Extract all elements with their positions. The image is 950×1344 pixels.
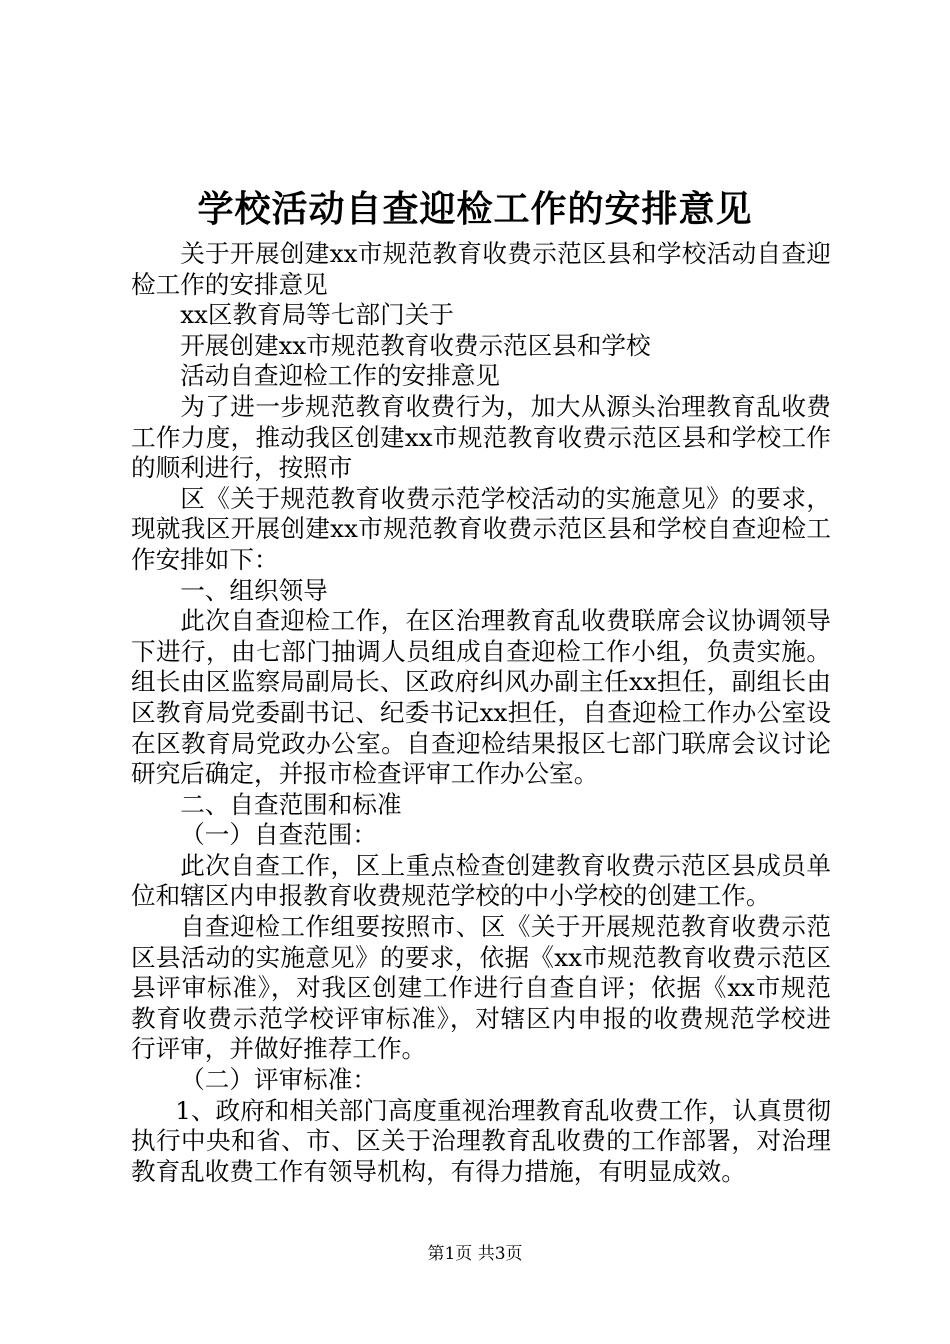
paragraph: 区《关于规范教育收费示范学校活动的实施意见》的要求，现就我区开展创建xx市规范教育收费示范区县和学校自查迎检工作安排如下：: [131, 483, 831, 574]
document-body: [131, 239, 831, 1187]
paragraph: 开展创建xx市规范教育收费示范区县和学校: [180, 330, 651, 360]
paragraph: 自查迎检工作组要按照市、区《关于开展规范教育收费示范区县活动的实施意见》的要求，依据《xx市规范教育收费示范区县评审标准》，对我区创建工作进行自查自评；依据《xx市规范教育收费示范学校评审标准》，对辖区内申报的收费规范学校进行评审，并做好推荐工作。: [131, 912, 831, 1064]
paragraph: 1、政府和相关部门高度重视治理教育乱收费工作，认真贯彻执行中央和省、市、区关于治理教育乱收费的工作部署，对治理教育乱收费工作有领导机构，有得力措施，有明显成效。: [131, 1095, 831, 1186]
paragraph: 关于开展创建xx市规范教育收费示范区县和学校活动自查迎检工作的安排意见: [131, 239, 831, 299]
page-footer: 第1页 共3页: [427, 1244, 523, 1264]
section-heading: 一、组织领导: [180, 575, 328, 605]
paragraph: 为了进一步规范教育收费行为，加大从源头治理教育乱收费工作力度，推动我区创建xx市规范教育收费示范区县和学校工作的顺利进行，按照市: [131, 391, 831, 483]
subsection-heading: （一）自查范围：: [180, 820, 377, 850]
paragraph: xx区教育局等七部门关于: [180, 300, 454, 330]
subsection-heading: （二）评审标准：: [180, 1065, 377, 1095]
paragraph: 此次自查工作，区上重点检查创建教育收费示范区县成员单位和辖区内申报教育收费规范学校的中小学校的创建工作。: [131, 850, 831, 911]
section-heading: 二、自查范围和标准: [180, 789, 402, 819]
paragraph: 此次自查迎检工作，在区治理教育乱收费联席会议协调领导下进行，由七部门抽调人员组成自查迎检工作小组，负责实施。组长由区监察局副局长、区政府纠风办副主任xx担任，副组长由区教育局党委副书记、纪委书记xx担任，自查迎检工作办公室设在区教育局党政办公室。自查迎检结果报区七部门联席会议讨论研究后确定，并报市检查评审工作办公室。: [131, 606, 831, 789]
paragraph: 活动自查迎检工作的安排意见: [180, 361, 500, 391]
document-title: 学校活动自查迎检工作的安排意见: [197, 188, 753, 230]
